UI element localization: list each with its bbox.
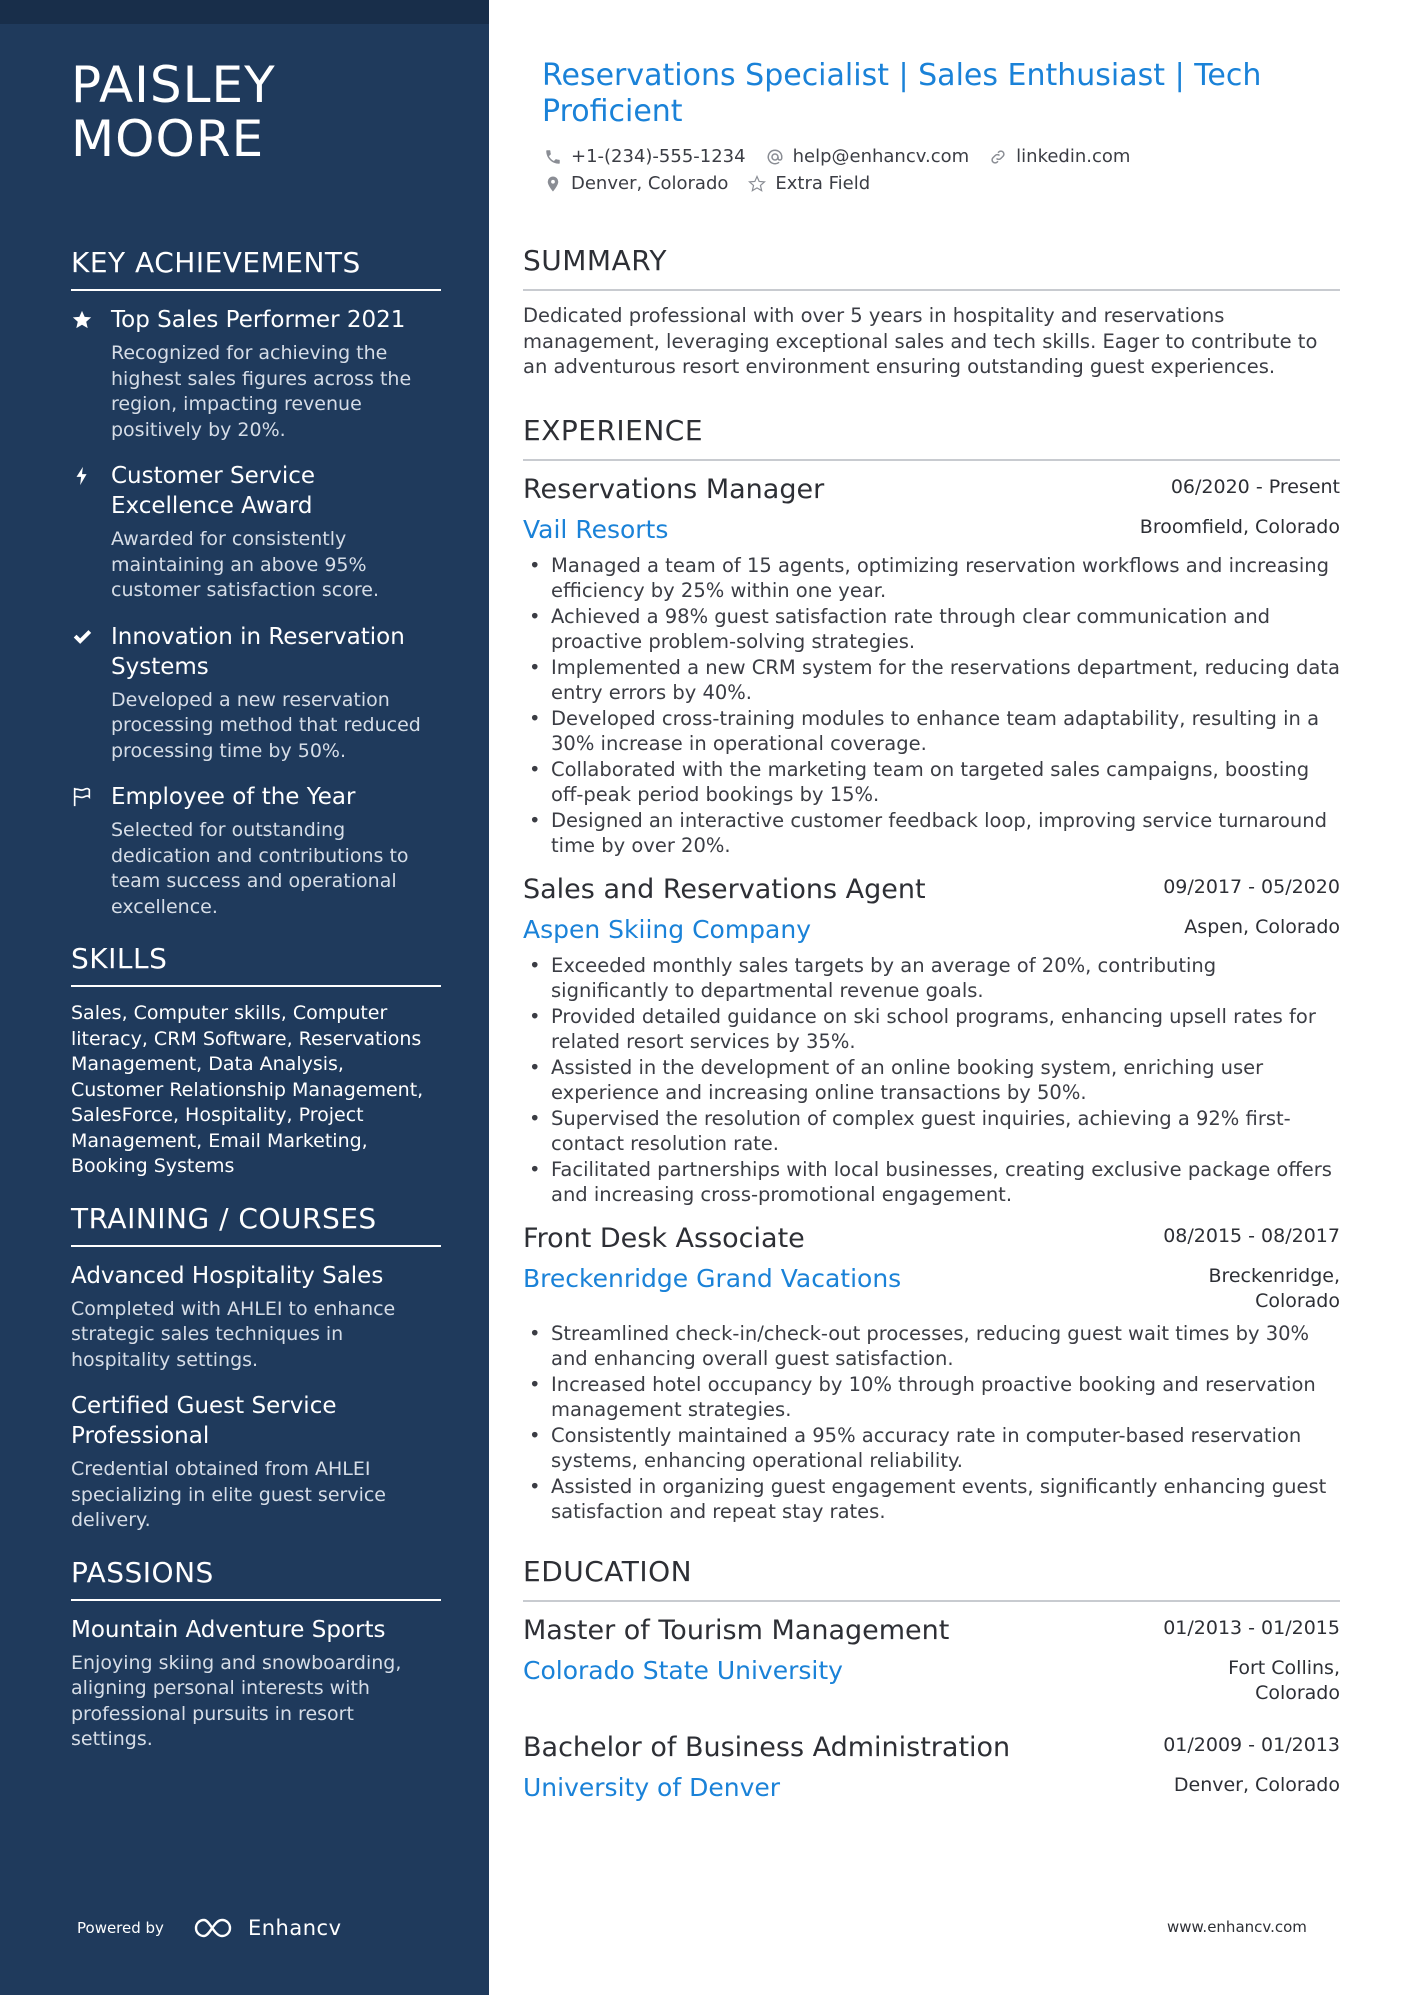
email-text: help@enhancv.com	[792, 146, 970, 167]
skills-section	[71, 942, 441, 1180]
job-company: Vail Resorts	[523, 514, 669, 544]
sidebar	[0, 0, 489, 1995]
course-desc: Completed with AHLEI to enhance strategic sales techniques in hospitality settings.	[71, 1297, 396, 1371]
job-date: 09/2017 - 05/2020	[1163, 875, 1340, 898]
flag-icon	[71, 782, 111, 920]
at-icon	[766, 148, 784, 166]
job-date: 06/2020 - Present	[1170, 475, 1340, 498]
bullet-item: • Facilitated partnerships with local businesses, creating exclusive package offers and increasing cross-promotional engagement.	[523, 1157, 1340, 1208]
summary-heading: SUMMARY	[523, 244, 1340, 291]
phone-text: +1-(234)-555-1234	[571, 146, 746, 167]
extra-contact	[748, 173, 870, 194]
job-bullets	[523, 953, 1340, 1208]
job-title: Reservations Manager	[523, 473, 825, 505]
bullet-item: • Achieved a 98% guest satisfaction rate through clear communication and proactive problem-solving strategies.	[523, 604, 1340, 655]
phone-icon	[544, 148, 562, 166]
job-location: Broomfield, Colorado	[1139, 515, 1340, 538]
bullet-item: • Collaborated with the marketing team on targeted sales campaigns, boosting off-peak period bookings by 15%.	[523, 757, 1340, 808]
job-entry	[523, 473, 1340, 859]
achievement-title: Employee of the Year	[111, 784, 356, 810]
linkedin-contact[interactable]	[989, 146, 1130, 167]
job-company: Breckenridge Grand Vacations	[523, 1263, 902, 1293]
achievement-title: Customer Service Excellence Award	[111, 463, 316, 519]
powered-by-label: Powered by	[77, 1919, 164, 1937]
key-achievements-heading: KEY ACHIEVEMENTS	[71, 246, 441, 291]
phone-contact[interactable]	[544, 146, 746, 167]
bullet-item: • Designed an interactive customer feedback loop, improving service turnaround time by over 20%.	[523, 808, 1340, 859]
powered-by	[77, 1916, 342, 1940]
candidate-name: PAISLEY MOORE	[71, 56, 276, 168]
passion-title: Mountain Adventure Sports	[71, 1616, 386, 1643]
bullet-item: • Managed a team of 15 agents, optimizing reservation workflows and increasing efficiency by 25% within one year.	[523, 553, 1340, 604]
education-location: Denver, Colorado	[1173, 1773, 1340, 1796]
education-location: Fort Collins, Colorado	[1228, 1656, 1340, 1704]
job-date: 08/2015 - 08/2017	[1163, 1224, 1340, 1247]
bullet-item: • Implemented a new CRM system for the reservations department, reducing data entry errors by 40%.	[523, 655, 1340, 706]
education-section	[523, 1555, 1340, 1805]
bullet-item: • Developed cross-training modules to enhance team adaptability, resulting in a 30% increase in operational coverage.	[523, 706, 1340, 757]
job-location: Aspen, Colorado	[1184, 915, 1340, 938]
job-entry	[523, 873, 1340, 1208]
achievement-desc: Developed a new reservation processing method that reduced processing time by 50%.	[111, 688, 421, 762]
location-text: Denver, Colorado	[571, 173, 729, 194]
main-content	[523, 58, 1340, 1829]
footer-url[interactable]: www.enhancv.com	[1167, 1918, 1307, 1936]
achievement-title: Innovation in Reservation Systems	[111, 623, 405, 680]
passions-heading: PASSIONS	[71, 1556, 441, 1601]
passions-section	[71, 1556, 441, 1753]
job-bullets	[523, 553, 1340, 859]
course-item	[71, 1391, 441, 1534]
degree-title: Bachelor of Business Administration	[523, 1731, 1011, 1763]
summary-section	[523, 244, 1340, 380]
job-title: Sales and Reservations Agent	[523, 873, 926, 905]
job-title: Front Desk Associate	[523, 1222, 805, 1254]
location-pin-icon	[544, 175, 562, 193]
achievement-item	[71, 782, 441, 920]
course-item	[71, 1261, 441, 1374]
bullet-item: • Streamlined check-in/check-out processes, reducing guest wait times by 30% and enhancing overall guest satisfaction.	[523, 1321, 1340, 1372]
degree-title: Master of Tourism Management	[523, 1614, 950, 1646]
extra-text: Extra Field	[775, 173, 871, 194]
passion-item	[71, 1615, 441, 1753]
check-icon	[71, 622, 111, 765]
achievement-desc: Selected for outstanding dedication and contributions to team success and operational excellence.	[111, 819, 409, 918]
course-title: Advanced Hospitality Sales	[71, 1262, 384, 1289]
bolt-icon	[71, 461, 111, 604]
education-entry	[523, 1731, 1340, 1805]
skills-heading: SKILLS	[71, 942, 441, 987]
education-entry	[523, 1614, 1340, 1707]
star-icon	[71, 305, 111, 443]
job-bullets	[523, 1321, 1340, 1525]
location-contact	[544, 173, 728, 194]
job-location: Breckenridge, Colorado	[1208, 1264, 1340, 1312]
education-date: 01/2009 - 01/2013	[1163, 1733, 1340, 1756]
bullet-item: • Provided detailed guidance on ski school programs, enhancing upsell rates for related resort services by 35%.	[523, 1004, 1340, 1055]
skills-list: Sales, Computer skills, Computer literacy, CRM Software, Reservations Management, Data Analysis, Customer Relationship Management, SalesForce, Hospitality, Project Management, Email Marketing, Booking Systems	[71, 1002, 424, 1177]
bullet-item: • Assisted in organizing guest engagement events, significantly enhancing guest satisfaction and repeat stay rates.	[523, 1474, 1340, 1525]
job-entry	[523, 1222, 1340, 1525]
job-company: Aspen Skiing Company	[523, 914, 812, 944]
star-outline-icon	[748, 175, 766, 193]
education-date: 01/2013 - 01/2015	[1163, 1616, 1340, 1639]
link-icon	[989, 148, 1007, 166]
bullet-item: • Exceeded monthly sales targets by an average of 20%, contributing significantly to departmental revenue goals.	[523, 953, 1340, 1004]
course-title: Certified Guest Service Professional	[71, 1393, 337, 1449]
training-section	[71, 1202, 441, 1534]
summary-text: Dedicated professional with over 5 years in hospitality and reservations management, leveraging exceptional sales and tech skills. Eager to contribute to an adventurous resort environment ensuring outstanding guest experiences.	[523, 304, 1318, 378]
infinity-icon	[192, 1916, 238, 1940]
bullet-item: • Assisted in the development of an online booking system, enriching user experience and increasing online transactions by 50%.	[523, 1055, 1340, 1106]
headline: Reservations Specialist | Sales Enthusiast | Tech Proficient	[542, 58, 1262, 129]
key-achievements-section	[71, 246, 441, 920]
achievement-item	[71, 305, 441, 443]
experience-section	[523, 414, 1340, 1525]
school-name: Colorado State University	[523, 1655, 843, 1685]
bullet-item: • Supervised the resolution of complex guest inquiries, achieving a 92% first-contact resolution rate.	[523, 1106, 1340, 1157]
email-contact[interactable]	[766, 146, 970, 167]
passion-desc: Enjoying skiing and snowboarding, aligning personal interests with professional pursuits in resort settings.	[71, 1651, 402, 1750]
linkedin-text: linkedin.com	[1016, 146, 1131, 167]
achievement-item	[71, 622, 441, 765]
achievement-item	[71, 461, 441, 604]
education-heading: EDUCATION	[523, 1555, 1340, 1602]
experience-heading: EXPERIENCE	[523, 414, 1340, 461]
brand-name: Enhancv	[247, 1916, 342, 1940]
school-name: University of Denver	[523, 1772, 781, 1802]
enhancv-logo[interactable]	[192, 1916, 342, 1940]
achievement-desc: Recognized for achieving the highest sales figures across the region, impacting revenue positively by 20%.	[111, 342, 412, 441]
bullet-item: • Consistently maintained a 95% accuracy rate in computer-based reservation systems, enhancing operational reliability.	[523, 1423, 1340, 1474]
contact-info	[523, 146, 1340, 194]
training-heading: TRAINING / COURSES	[71, 1202, 441, 1247]
course-desc: Credential obtained from AHLEI specializing in elite guest service delivery.	[71, 1458, 386, 1531]
achievement-desc: Awarded for consistently maintaining an above 95% customer satisfaction score.	[111, 528, 379, 601]
bullet-item: • Increased hotel occupancy by 10% through proactive booking and reservation management strategies.	[523, 1372, 1340, 1423]
achievement-title: Top Sales Performer 2021	[111, 307, 406, 333]
